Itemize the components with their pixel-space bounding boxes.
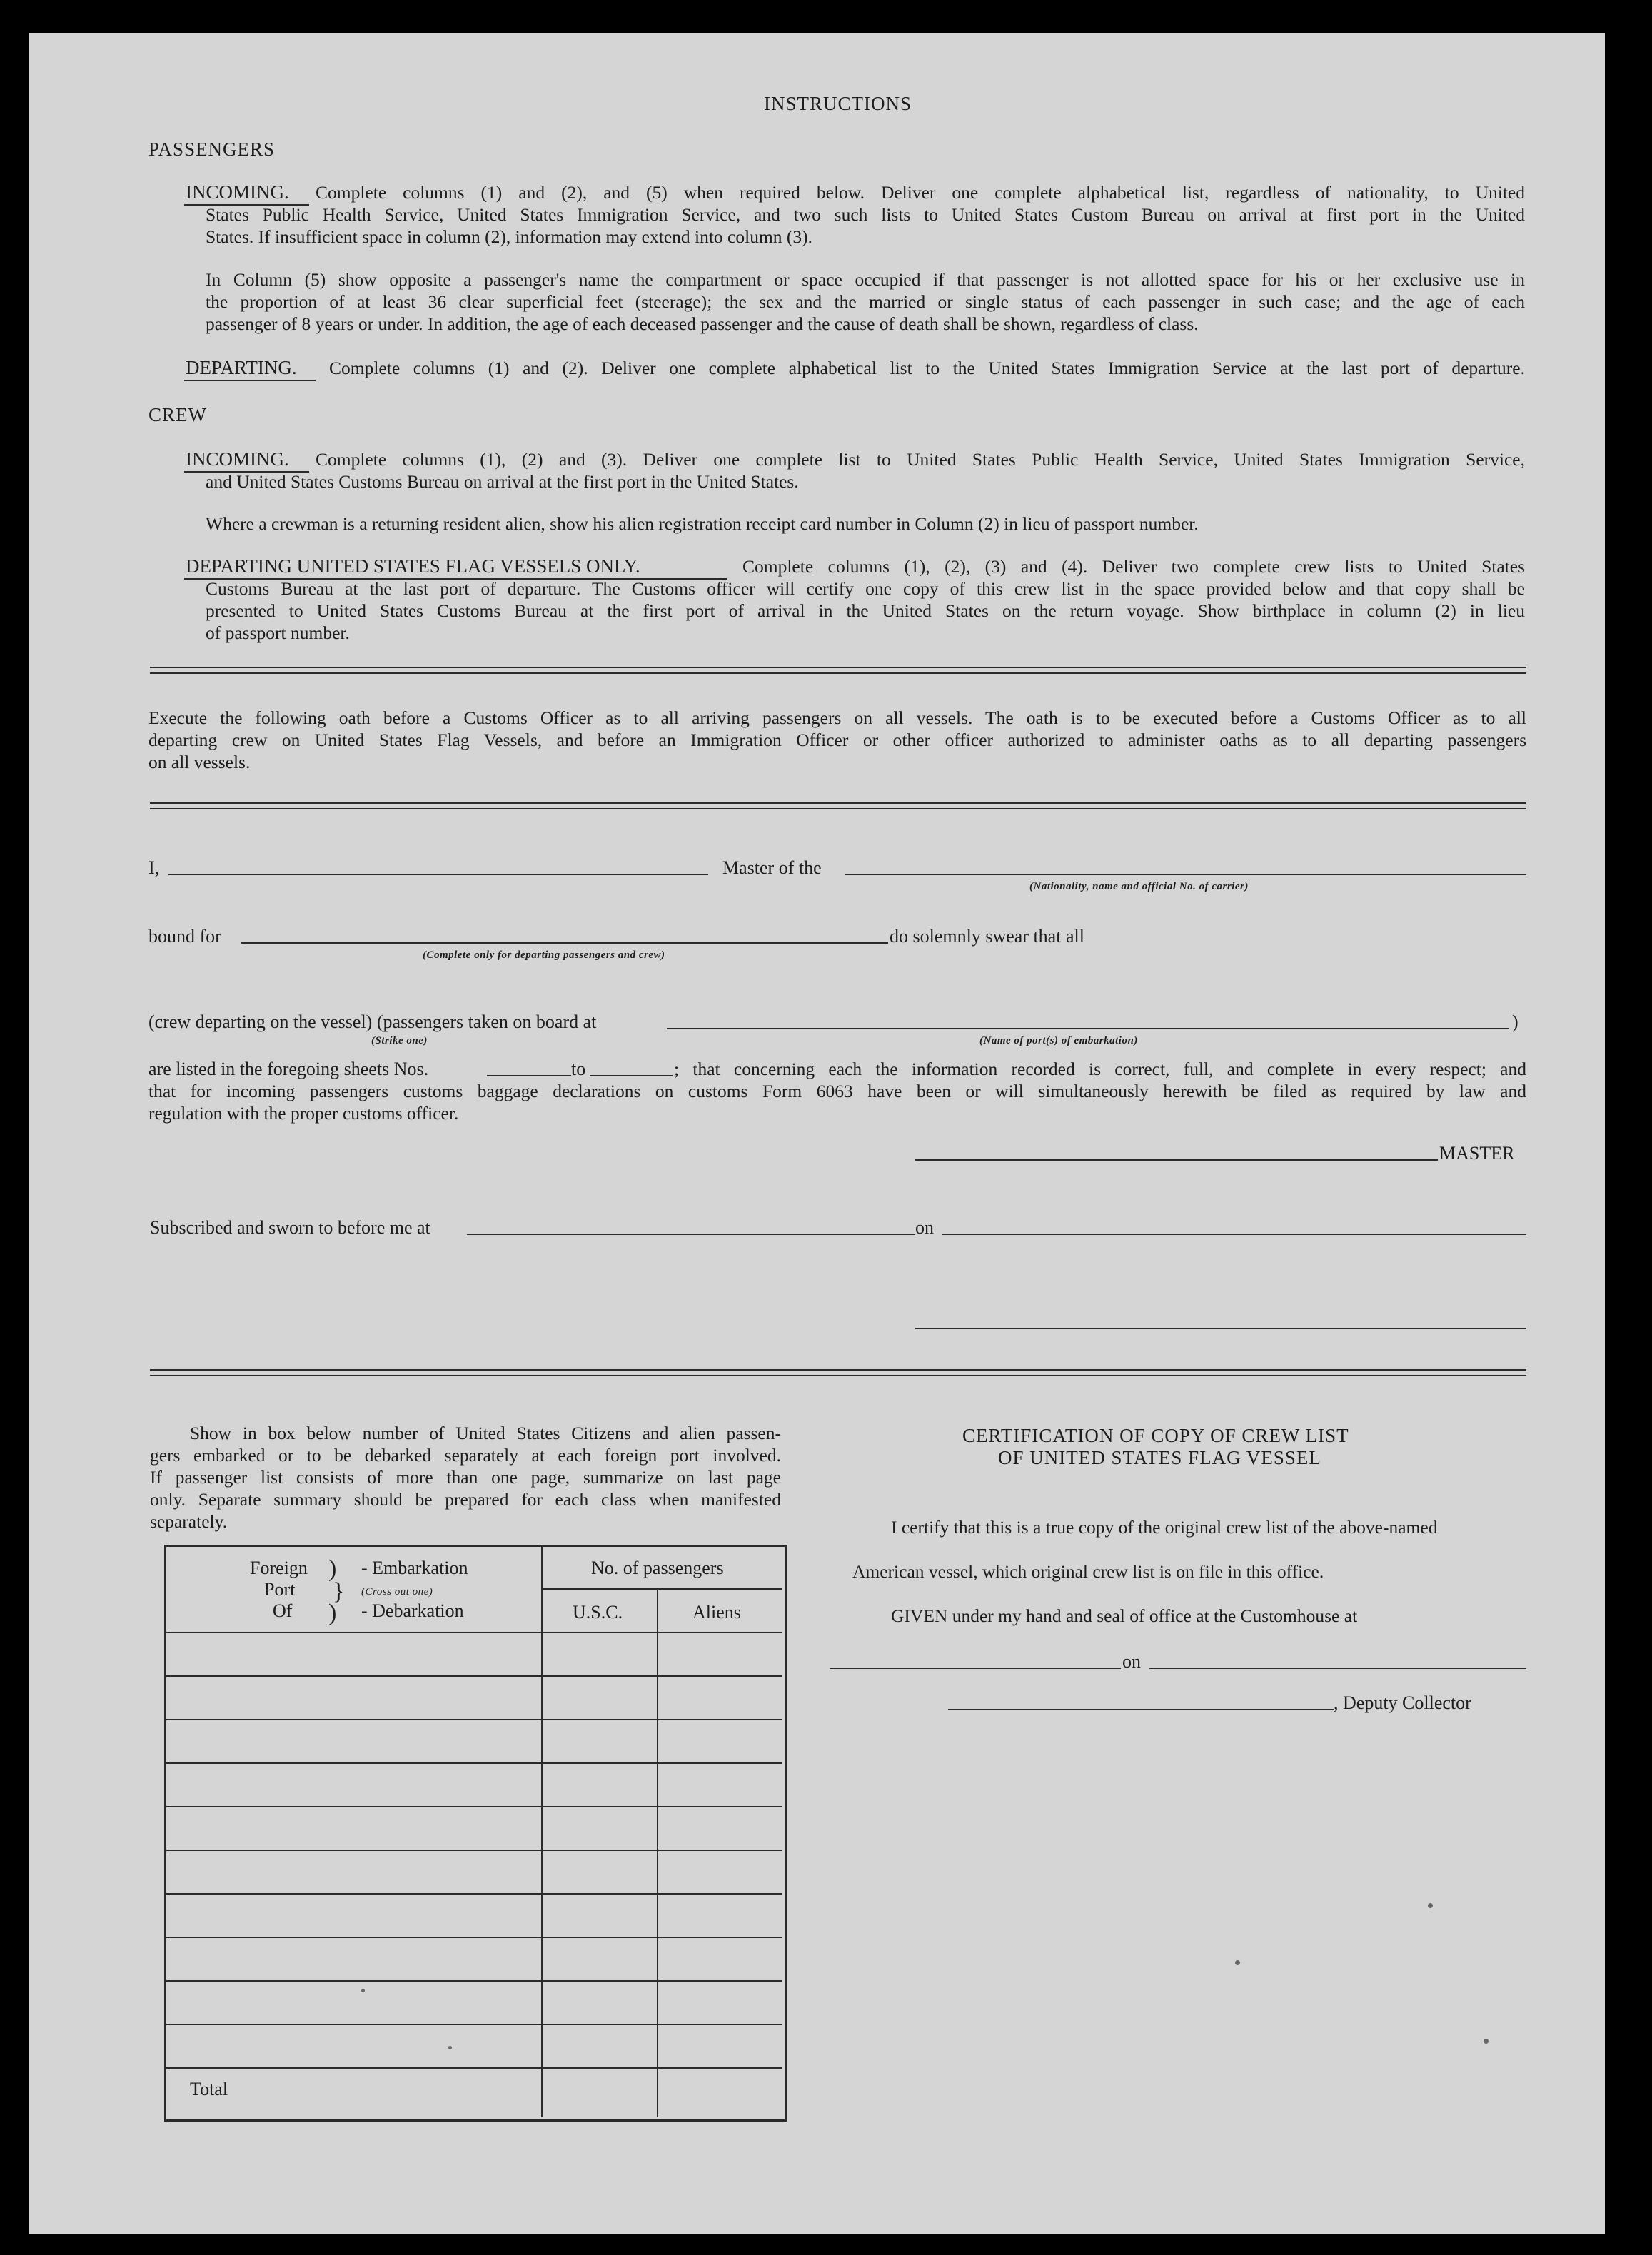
aliens-header: Aliens — [692, 1602, 741, 1623]
crew-incoming-line: Complete columns (1), (2) and (3). Deliver one complete list to United States Public Health Service, United States Immigration Service, — [316, 449, 1525, 470]
alien-note: Where a crewman is a returning resident alien, show his alien registration receipt card number in Column (2) in lieu of passport number. — [206, 513, 1199, 534]
oath-line: that for incoming passengers customs baggage declarations on customs Form 6063 have been or will simultaneously herewith be filed as required by law and — [148, 1081, 1526, 1101]
summary-line: only. Separate summary should be prepared for each class when manifested — [150, 1489, 781, 1510]
certification-title: CERTIFICATION OF COPY OF CREW LIST — [962, 1425, 1349, 1446]
table-row-line — [166, 1937, 782, 1938]
embarkation-port-field[interactable] — [667, 1028, 1509, 1029]
scan-speck — [1484, 2039, 1489, 2044]
sheet-from-field[interactable] — [487, 1075, 571, 1076]
usc-header: U.S.C. — [573, 1602, 623, 1623]
port-header: Port — [264, 1579, 296, 1600]
cert-on-label: on — [1122, 1651, 1141, 1672]
on-label: on — [915, 1217, 934, 1238]
debarkation-option: - Debarkation — [361, 1600, 464, 1621]
passengers-incoming-line: Complete columns (1) and (2), and (5) when required below. Deliver one complete alphabetical list, regardless of nationality, to United — [316, 182, 1525, 203]
table-row-line — [166, 1850, 782, 1851]
crew-departing-line: Customs Bureau at the last port of departure. The Customs officer will certify one copy of this crew list in the space provided below and that copy shall be — [206, 578, 1525, 599]
complete-only-note: (Complete only for departing passengers and crew) — [423, 949, 665, 961]
bound-for-field[interactable] — [241, 942, 888, 944]
close-paren: ) — [1512, 1012, 1518, 1032]
carrier-field[interactable] — [845, 874, 1526, 875]
scan-speck — [448, 2046, 452, 2049]
port-note: (Name of port(s) of embarkation) — [979, 1035, 1138, 1046]
brace-icon: ) — [328, 1555, 337, 1582]
divider — [150, 667, 1526, 674]
cross-out-note: (Cross out one) — [361, 1586, 433, 1598]
summary-line: If passenger list consists of more than one page, summarize on last page — [150, 1467, 781, 1488]
passengers-incoming-line: States Public Health Service, United States Immigration Service, and two such lists to United States Custom Bureau on arrival at first port in the United — [206, 204, 1525, 225]
master-name-field[interactable] — [168, 874, 708, 875]
underline — [184, 380, 316, 381]
master-signature-field[interactable] — [915, 1159, 1438, 1161]
of-header: Of — [273, 1600, 293, 1621]
do-solemnly-label: do solemnly swear that all — [890, 926, 1084, 947]
brace-icon: } — [333, 1578, 345, 1605]
foreign-header: Foreign — [250, 1558, 308, 1578]
table-row-line — [166, 2024, 782, 2025]
passengers-departing-text: Complete columns (1) and (2). Deliver one complete alphabetical list to the United States Immigration Service at the last port of departure. — [329, 358, 1525, 378]
certification-line: I certify that this is a true copy of the original crew list of the above-named — [891, 1517, 1438, 1538]
listed-text-continued: ; that concerning each the information recorded is correct, full, and complete in every respect; and — [674, 1059, 1526, 1079]
table-row-line — [166, 1762, 782, 1764]
section-passengers: PASSENGERS — [148, 138, 276, 160]
table-row-line — [166, 1893, 782, 1895]
listed-text: are listed in the foregoing sheets Nos. — [148, 1059, 429, 1079]
table-row-line — [166, 1719, 782, 1720]
oath-instructions-line: on all vessels. — [148, 752, 251, 772]
column5-line: In Column (5) show opposite a passenger's name the compartment or space occupied if that passenger is not allotted space for his or her exclusive use in — [206, 269, 1525, 290]
crew-departing-line: of passport number. — [206, 622, 350, 643]
table-row-line — [166, 1675, 782, 1677]
brace-icon: ) — [328, 1600, 337, 1626]
summary-line: Show in box below number of United States Citizens and alien passen- — [190, 1423, 781, 1443]
deputy-collector-label: , Deputy Collector — [1334, 1692, 1471, 1713]
bound-for-label: bound for — [148, 926, 221, 947]
table-row-line — [166, 1806, 782, 1807]
officer-signature-field[interactable] — [915, 1328, 1526, 1329]
master-of-the-label: Master of the — [722, 857, 822, 878]
subscribed-label: Subscribed and sworn to before me at — [150, 1217, 430, 1238]
customhouse-field[interactable] — [830, 1668, 1121, 1669]
certification-line: American vessel, which original crew list is on file in this office. — [852, 1561, 1324, 1582]
passengers-incoming-line: States. If insufficient space in column (2), information may extend into column (3). — [206, 226, 813, 247]
crew-incoming-label: INCOMING. — [186, 448, 289, 470]
oath-line: regulation with the proper customs officer. — [148, 1103, 459, 1124]
crew-departing-oath-label: (crew departing on the vessel) (passengers taken on board at — [148, 1012, 597, 1032]
scan-speck — [1428, 1903, 1433, 1908]
total-label: Total — [190, 2079, 228, 2099]
oath-instructions-line: Execute the following oath before a Customs Officer as to all arriving passengers on all vessels. The oath is to be executed before a Customs Officer as to all — [148, 707, 1526, 728]
column5-line: passenger of 8 years or under. In addition, the age of each deceased passenger and the cause of death shall be shown, regardless of class. — [206, 313, 1199, 334]
table-divider — [166, 1632, 782, 1633]
crew-departing-label: DEPARTING UNITED STATES FLAG VESSELS ONLY. — [186, 555, 640, 577]
crew-incoming-line: and United States Customs Bureau on arrival at the first port in the United States. — [206, 471, 799, 492]
certification-line: GIVEN under my hand and seal of office at the Customhouse at — [891, 1605, 1358, 1626]
sheet-to-field[interactable] — [590, 1075, 673, 1076]
crew-departing-line: presented to United States Customs Bureau at the first port of arrival in the United States on the return voyage. Show birthplace in column (2) in lieu — [206, 600, 1525, 621]
embarkation-option: - Embarkation — [361, 1558, 468, 1578]
to-label: to — [571, 1059, 586, 1079]
table-divider — [657, 1589, 658, 2117]
table-divider — [543, 1588, 782, 1590]
strike-one-note: (Strike one) — [371, 1035, 428, 1046]
scan-speck — [1235, 1960, 1240, 1965]
cert-date-field[interactable] — [1149, 1668, 1526, 1669]
deputy-signature-field[interactable] — [948, 1709, 1334, 1710]
sworn-date-field[interactable] — [942, 1234, 1526, 1235]
no-of-passengers-header: No. of passengers — [591, 1558, 724, 1578]
certification-title: OF UNITED STATES FLAG VESSEL — [998, 1447, 1321, 1468]
table-row-line — [166, 2067, 782, 2069]
crew-departing-line: Complete columns (1), (2), (3) and (4). Deliver two complete crew lists to United States — [742, 556, 1525, 577]
master-label: MASTER — [1439, 1143, 1515, 1164]
divider — [150, 1369, 1526, 1376]
summary-line: separately. — [150, 1511, 228, 1532]
scan-speck — [361, 1989, 365, 1992]
passengers-departing-label: DEPARTING. — [186, 357, 297, 378]
column5-line: the proportion of at least 36 clear superficial feet (steerage); the sex and the married or single status of each passenger in such case; and the age of each — [206, 291, 1525, 312]
passengers-incoming-label: INCOMING. — [186, 181, 289, 203]
summary-line: gers embarked or to be debarked separately at each foreign port involved. — [150, 1445, 781, 1466]
page-title: INSTRUCTIONS — [764, 93, 912, 114]
form-page — [29, 33, 1605, 2234]
divider — [150, 802, 1526, 809]
sworn-place-field[interactable] — [467, 1234, 915, 1235]
table-row-line — [166, 1980, 782, 1982]
nationality-note: (Nationality, name and official No. of carrier) — [1029, 881, 1249, 892]
oath-i: I, — [148, 857, 160, 878]
section-crew: CREW — [148, 404, 207, 425]
oath-instructions-line: departing crew on United States Flag Vessels, and before an Immigration Officer or other officer authorized to administer oaths as to all departing passengers — [148, 730, 1526, 750]
